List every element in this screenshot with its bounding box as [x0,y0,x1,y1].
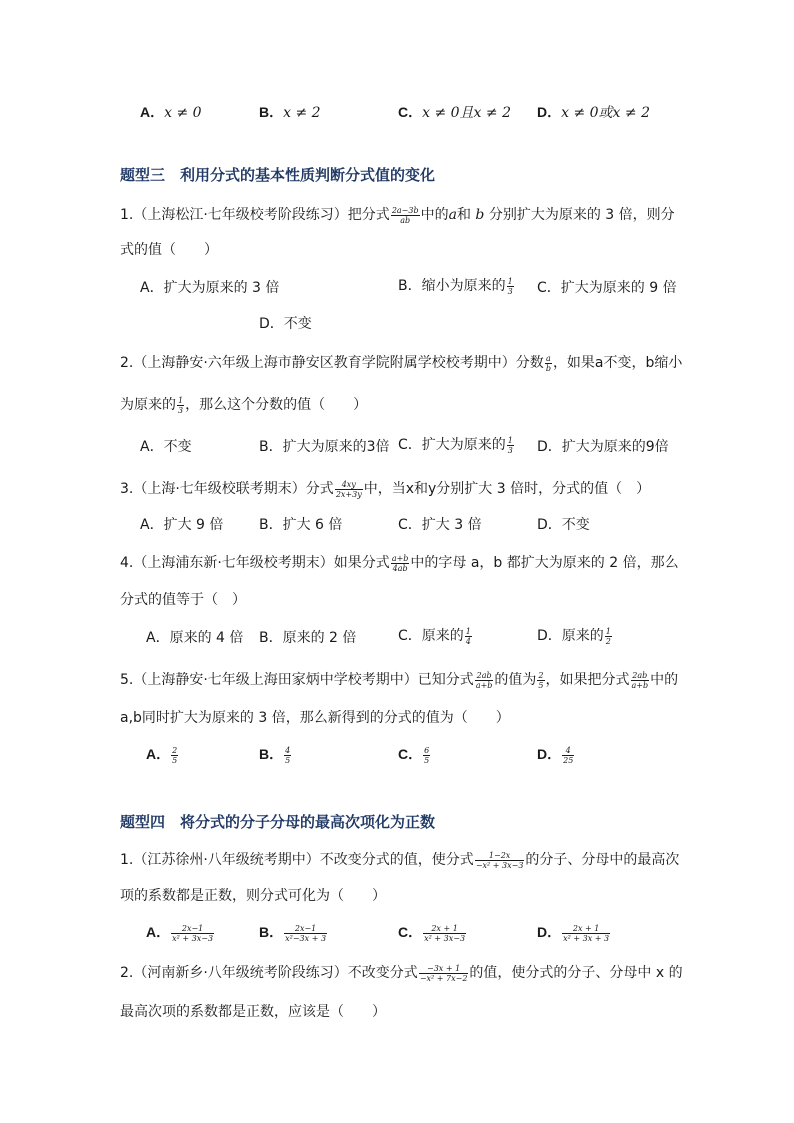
question-4-line-2: 分式的值等于（ ） [120,592,246,608]
fraction: $\frac{1}{3}$ [178,395,184,415]
variable: a [448,207,457,223]
q2-option-b[interactable]: B．扩大为原来的3倍 [259,439,390,455]
fraction: $\frac{2ab}{a+b}$ [475,670,493,690]
question-5-line-2: a,b同时扩大为原来的 3 倍，那么新得到的分式的值为（ ） [120,710,510,726]
q1-option-d[interactable]: D．不变 [259,316,312,332]
question-3-line-1 [120,479,650,499]
question-1-line-1 [120,205,675,225]
q5-option-d[interactable] [537,744,575,765]
question-text: 4.（上海浦东新·七年级校考期末）如果分式 [120,555,390,571]
question-text: 和 [456,207,471,223]
question-text: 中的 [650,672,679,688]
q4-option-a[interactable]: A．原来的 4 倍 [146,630,244,646]
q5-option-b[interactable] [259,744,292,765]
question-text: 的值，使分式的分子、分母中 x 的 [469,965,683,981]
fraction: $\frac{1}{4}$ [465,626,471,646]
option-label: D． [537,104,562,120]
s4q1-option-b[interactable] [259,922,328,943]
q5-option-c[interactable] [398,744,431,765]
option-label: B． [259,924,284,940]
option-d[interactable] [537,102,650,123]
fraction: $\frac{-3x + 1}{\text{−x² + 7x−2}}$ [419,963,468,983]
question-1-line-2: 式的值（ ） [120,242,218,258]
question-text: 3.（上海·七年级校联考期末）分式 [120,481,334,497]
question-text: ，那么这个分数的值（ ） [185,397,368,413]
option-label: D． [537,746,562,762]
option-label: C． [398,104,423,120]
q3-option-c[interactable]: C．扩大 3 倍 [398,517,482,533]
option-text: B．缩小为原来的 [398,278,506,294]
s4-question-1-line-1 [120,850,679,870]
fraction: $\frac{2a-3b}{ab}$ [391,205,419,225]
s4q1-option-d[interactable] [537,922,611,943]
q4-option-d[interactable] [537,626,613,646]
fraction: $\frac{2}{5}$ [172,745,178,765]
s4q1-option-a[interactable] [146,922,215,943]
q4-option-b[interactable]: B．原来的 2 倍 [259,630,357,646]
question-2-line-1 [120,353,682,373]
s4-question-1-line-2: 项的系数都是正数，则分式可化为（ ） [120,888,386,904]
question-4-line-1 [120,553,679,573]
question-text: 中的 [420,207,449,223]
option-label: B． [259,746,284,762]
fraction: $\frac{2x + 1}{\text{x² + 3x + 3}}$ [563,923,610,943]
s4-question-2-line-2: 最高次项的系数都是正数，应该是（ ） [120,1004,386,1020]
q1-option-c[interactable]: C．扩大为原来的 9 倍 [537,280,677,296]
fraction: $\frac{a+b}{4ab}$ [391,553,409,573]
question-text: 的值为 [494,672,537,688]
question-2-line-2 [120,395,367,415]
s4q1-option-c[interactable] [398,922,467,943]
option-label: B． [259,104,284,120]
question-text: 中的字母 a，b 都扩大为原来的 2 倍，那么 [410,555,679,571]
question-text: 为原来的 [120,397,176,413]
option-expr: x ≠ 2 [283,105,321,121]
option-label: A． [140,104,165,120]
fraction: $\frac{1-2x}{\text{−x² + 3x−3}}$ [475,850,524,870]
section-title: 题型四 将分式的分子分母的最高次项化为正数 [120,813,436,831]
question-text: 5.（上海静安·七年级上海田家炳中学校考期中）已知分式 [120,672,474,688]
section-title: 题型三 利用分式的基本性质判断分式值的变化 [120,166,436,184]
fraction: $\frac{4xy}{2x+3y}$ [335,479,362,499]
q2-option-d[interactable]: D．扩大为原来的9倍 [537,439,669,455]
q3-option-a[interactable]: A．扩大 9 倍 [140,517,224,533]
fraction: $\frac{1}{3}$ [507,435,513,455]
q2-option-a[interactable]: A．不变 [140,439,192,455]
variable: b [475,207,485,223]
question-text: 2.（河南新乡·八年级统考阶段练习）不改变分式 [120,965,418,981]
q3-option-b[interactable]: B．扩大 6 倍 [259,517,343,533]
fraction: $\frac{2x-1}{\text{x²−3x + 3}}$ [285,923,327,943]
option-label: C． [398,746,423,762]
fraction: $\frac{2ab}{a+b}$ [631,670,649,690]
fraction: $\frac{4}{5}$ [285,745,291,765]
fraction: $\frac{1}{3}$ [507,276,513,296]
option-label: D． [537,924,562,940]
q2-option-c[interactable] [398,435,515,455]
q4-option-c[interactable] [398,626,473,646]
option-a[interactable] [140,102,202,123]
question-text: ，如果a不变，b缩小 [552,355,683,371]
option-expr: x ≠ 0且x ≠ 2 [422,105,511,121]
option-label: A． [146,924,171,940]
q1-option-b[interactable] [398,276,515,296]
q3-option-d[interactable]: D．不变 [537,517,590,533]
option-text: C．扩大为原来的 [398,437,506,453]
question-text: 中，当x和y分别扩大 3 倍时，分式的值（ ） [363,481,651,497]
option-label: C． [398,924,423,940]
fraction: $\frac{1}{2}$ [605,626,611,646]
question-text: 的分子、分母中的最高次 [525,852,680,868]
option-expr: x ≠ 0 [164,105,202,121]
question-text: 1.（上海松江·七年级校考阶段练习）把分式 [120,207,390,223]
option-text: C．原来的 [398,628,464,644]
fraction: $\frac{2}{5}$ [538,670,544,690]
question-text: 2.（上海静安·六年级上海市静安区教育学院附属学校校考期中）分数 [120,355,544,371]
fraction: $\frac{2x + 1}{\text{x² + 3x−3}}$ [424,923,466,943]
option-expr: x ≠ 0或x ≠ 2 [561,105,650,121]
option-c[interactable] [398,102,511,123]
option-text: D．原来的 [537,628,604,644]
question-text: ，如果把分式 [545,672,630,688]
question-text: 1.（江苏徐州·八年级统考期中）不改变分式的值，使分式 [120,852,474,868]
fraction: $\frac{4}{25}$ [563,745,574,765]
question-text: 分别扩大为原来的 3 倍，则分 [488,207,675,223]
s4-question-2-line-1 [120,963,683,983]
question-5-line-1 [120,670,678,690]
q5-option-a[interactable] [146,744,179,765]
fraction: $\frac{a}{b}$ [545,353,551,373]
q1-option-a[interactable]: A．扩大为原来的 3 倍 [140,280,280,296]
fraction: $\frac{6}{5}$ [424,745,430,765]
option-label: A． [146,746,171,762]
fraction: $\frac{2x-1}{\text{x² + 3x−3}}$ [172,923,214,943]
option-b[interactable] [259,102,321,123]
